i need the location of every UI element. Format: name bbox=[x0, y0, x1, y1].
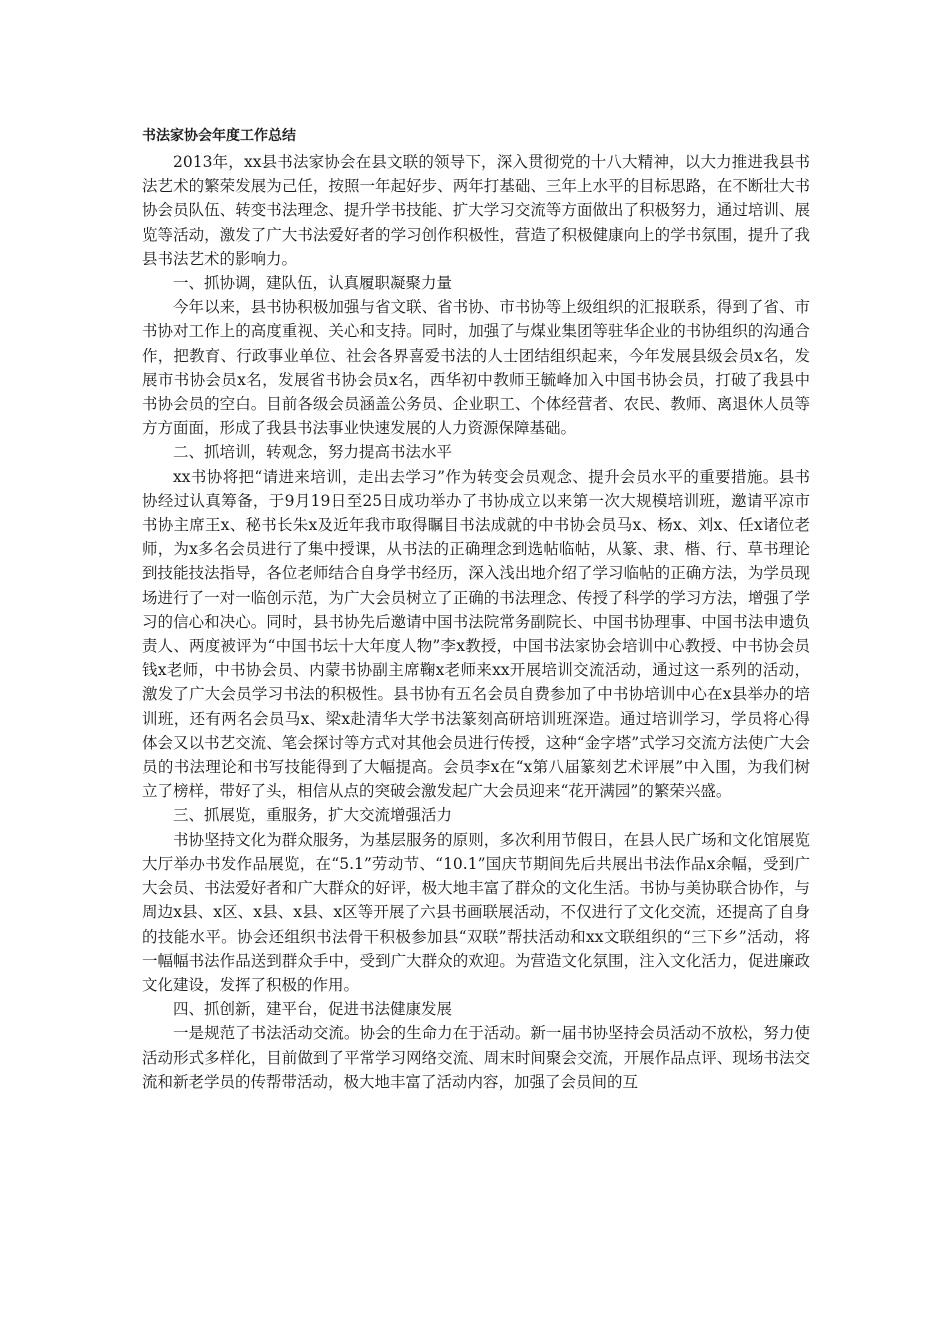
section-2-heading: 二、抓培训，转观念，努力提高书法水平 bbox=[173, 443, 453, 462]
section-3-heading: 三、抓展览，重服务，扩大交流增强活力 bbox=[173, 806, 453, 825]
intro-paragraph: 2013年，xx县书法家协会在县文联的领导下，深入贯彻党的十八大精神，以大力推进我县书法艺术的繁荣发展为己任，按照一年起好步、两年打基础、三年上水平的目标思路，在不断壮大书协会员队伍、转变书法理念、提升学书技能、扩大学习交流等方面做出了积极努力，通过培训、展览等活动，激发了广大书法爱好者的学习创作积极性，营造了积极健康向上的学书氛围，提升了我县书法艺术的影响力。 bbox=[142, 153, 810, 268]
document-page bbox=[142, 124, 810, 1094]
section-1-heading: 一、抓协调，建队伍，认真履职凝聚力量 bbox=[173, 274, 453, 293]
section-4-body: 一是规范了书法活动交流。协会的生命力在于活动。新一届书协坚持会员活动不放松，努力使活动形式多样化，目前做到了平常学习网络交流、周末时间聚会交流，开展作品点评、现场书法交流和新老学员的传帮带活动，极大地丰富了活动内容，加强了会员间的互 bbox=[142, 1024, 810, 1091]
document-title: 书法家协会年度工作总结 bbox=[142, 128, 296, 144]
section-4-heading: 四、抓创新，建平台，促进书法健康发展 bbox=[173, 1000, 453, 1019]
section-3-body: 书协坚持文化为群众服务，为基层服务的原则，多次利用节假日，在县人民广场和文化馆展览大厅举办书发作品展览，在“5.1”劳动节、“10.1”国庆节期间先后共展出书法作品x余幅，受到广大会员、书法爱好者和广大群众的好评，极大地丰富了群众的文化生活。书协与美协联合协作，与周边x县、x区、x县、x县、x区等开展了六县书画联展活动，不仅进行了文化交流，还提高了自身的技能水平。协会还组织书法骨干积极参加县“双联”帮扶活动和xx文联组织的“三下乡”活动，将一幅幅书法作品送到群众手中，受到广大群众的欢迎。为营造文化氛围，注入文化活力，促进廉政文化建设，发挥了积极的作用。 bbox=[142, 830, 810, 994]
section-2-body: xx书协将把“请进来培训，走出去学习”作为转变会员观念、提升会员水平的重要措施。县书协经过认真筹备，于9月19日至25日成功举办了书协成立以来第一次大规模培训班，邀请平凉市书协主席王x、秘书长朱x及近年我市取得瞩目书法成就的中书协会员马x、杨x、刘x、任x诸位老师，为x多名会员进行了集中授课，从书法的正确理念到选帖临帖，从篆、隶、楷、行、草书理论到技能技法指导，各位老师结合自身学书经历，深入浅出地介绍了学习临帖的正确方法，为学员现场进行了一对一临创示范，为广大会员树立了正确的书法理念、传授了科学的学习方法，增强了学习的信心和决心。同时，县书协先后邀请中国书法院常务副院长、中国书协理事、中国书法申遗负责人、两度被评为“中国书坛十大年度人物”李x教授，中国书法家协会培训中心教授、中书协会员钱x老师，中书协会员、内蒙书协副主席鞠x老师来xx开展培训交流活动，通过这一系列的活动，激发了广大会员学习书法的积极性。县书协有五名会员自费参加了中书协培训中心在x县举办的培训班，还有两名会员马x、梁x赴清华大学书法篆刻高研培训班深造。通过培训学习，学员将心得体会又以书艺交流、笔会探讨等方式对其他会员进行传授，这种“金字塔”式学习交流方法使广大会员的书法理论和书写技能得到了大幅提高。会员李x在“x第八届篆刻艺术评展”中入围，为我们树立了榜样，带好了头，相信从点的突破会激发起广大会员迎来“花开满园”的繁荣兴盛。 bbox=[142, 467, 810, 801]
section-1-body: 今年以来，县书协积极加强与省文联、省书协、市书协等上级组织的汇报联系，得到了省、市书协对工作上的高度重视、关心和支持。同时，加强了与煤业集团等驻华企业的书协组织的沟通合作，把教育、行政事业单位、社会各界喜爱书法的人士团结组织起来，今年发展县级会员x名，发展市书协会员x名，发展省书协会员x名，西华初中教师王毓峰加入中国书协会员，打破了我县中书协会员的空白。目前各级会员涵盖公务员、企业职工、个体经营者、农民、教师、离退休人员等方方面面，形成了我县书法事业快速发展的人力资源保障基础。 bbox=[142, 298, 810, 438]
